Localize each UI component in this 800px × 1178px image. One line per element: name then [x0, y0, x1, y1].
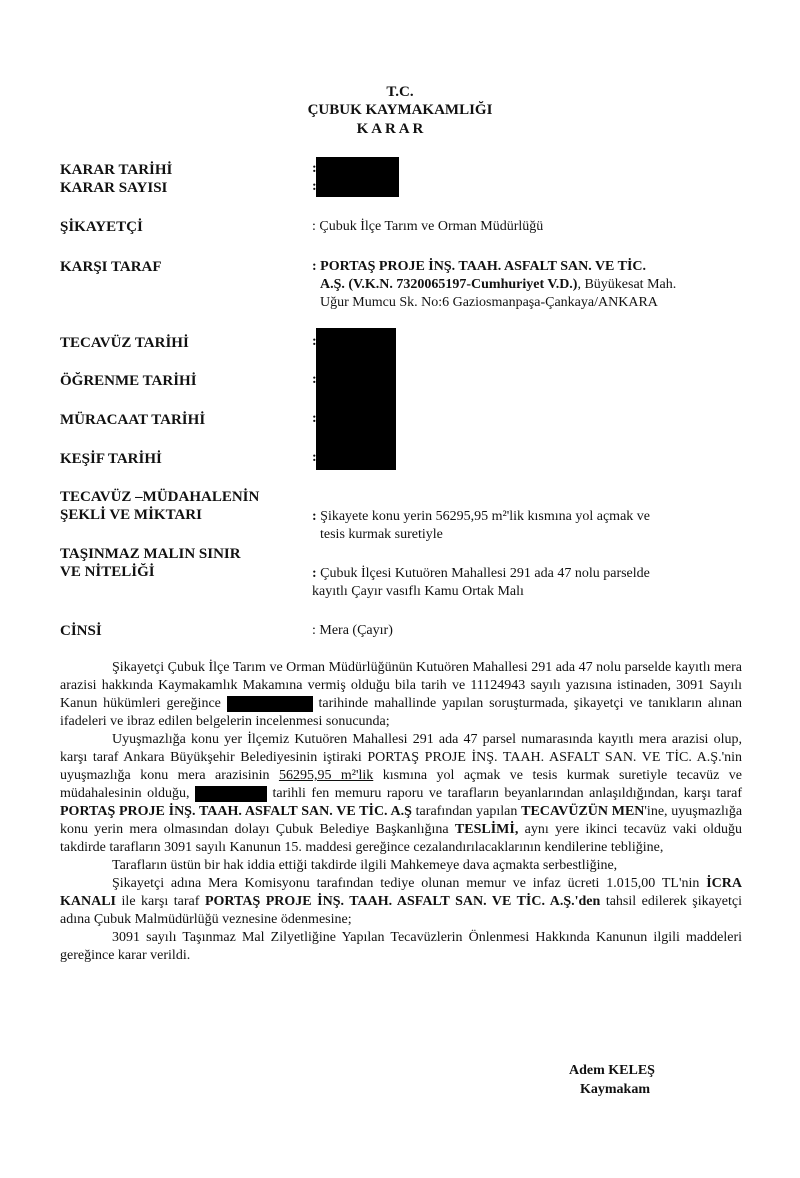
p2-company-bold: PORTAŞ PROJE İNŞ. TAAH. ASFALT SAN. VE TİC. A.Ş: [60, 804, 412, 819]
tasinmaz-label-1: TAŞINMAZ MALIN SINIR: [60, 546, 241, 562]
sekil-value-1: [312, 508, 650, 526]
sekil-label-2: ŞEKLİ VE MİKTARI: [60, 507, 202, 523]
cinsi-value: : Mera (Çayır): [312, 623, 393, 638]
redaction-karar: [316, 157, 399, 197]
redaction-inline-2: [195, 786, 267, 802]
p2-text-b: kısmına yol açmak ve tesis kurmak suretiyle tecavüz ve müdahalesinin olduğu,: [60, 768, 743, 801]
p2-text-f: aynı yere ikinci tecavüz vaki olduğu takdirde tarafların 3091 sayılı Kanunun 15. maddesi gereğince cezalandırılacaklarının kendilerine tebliğine,: [60, 822, 742, 855]
kesif-tarihi-label: KEŞİF TARİHİ: [60, 451, 162, 467]
karsi-taraf-label: KARŞI TARAF: [60, 259, 162, 275]
decision-body: [60, 659, 742, 965]
p1-text-b: tarihinde mahallinde yapılan soruşturmada, şikayetçi ve tanıkların alınan ifadeleri ve ibraz edilen belgelerin incelenmesi sonucunda;: [60, 696, 743, 729]
sekil-label-1: TECAVÜZ –MÜDAHALENİN: [60, 489, 260, 505]
paragraph-4: [60, 875, 742, 929]
p2-text-e: 'ine, uyuşmazlığa konu yerin mera olmasından dolayı Çubuk Belediye Başkanlığına: [60, 804, 743, 837]
signature-title: Kaymakam: [580, 1082, 650, 1097]
muracaat-tarihi-label: MÜRACAAT TARİHİ: [60, 412, 206, 428]
tecavuz-tarihi-label: TECAVÜZ TARİHİ: [60, 335, 189, 351]
tasinmaz-label-2: VE NİTELİĞİ: [60, 564, 155, 580]
cinsi-label: CİNSİ: [60, 623, 102, 639]
p4-icra-bold: İCRA KANALI: [60, 876, 743, 909]
p1-text-a: Şikayetçi Çubuk İlçe Tarım ve Orman Müdürlüğünün Kutuören Mahallesi 291 ada 47 nolu parselde kayıtlı mera arazisi hakkında Kaymakamlık Makamına vermiş olduğu bila tarih ve 11124943 sayılı yazısına istinaden, 3091 Sayılı Kanun hükümleri gereğince: [60, 660, 742, 711]
header-tc: T.C.: [386, 84, 414, 100]
p2-text-a: Uyuşmazlığa konu yer İlçemiz Kutuören Mahallesi 291 ada 47 parsel numarasında kayıtlı mera arazisi olup, karşı taraf Ankara Büyükşehir Belediyesinin iştiraki PORTAŞ PROJE İNŞ. TAAH. ASFALT SAN. VE TİC. A.Ş.'nin uyuşmazlığa konu mera arazisinin: [60, 732, 742, 783]
p4-text-a: Şikayetçi adına Mera Komisyonu tarafından tediye olunan memur ve infaz ücreti 1.015,00 TL'nin: [112, 876, 700, 891]
paragraph-5: 3091 sayılı Taşınmaz Mal Zilyetliğine Yapılan Tecavüzlerin Önlenmesi Hakkında Kanunun ilgili maddeleri gereğince karar verildi.: [60, 930, 742, 963]
paragraph-1: [60, 659, 742, 731]
sekil-value-text: Şikayete konu yerin 56295,95 m²'lik kısmına yol açmak ve: [320, 509, 650, 524]
tasinmaz-colon: :: [312, 566, 317, 581]
kesif-tarihi-colon: :: [312, 450, 317, 465]
sikayetci-label: ŞİKAYETÇİ: [60, 219, 143, 235]
karar-tarihi-label: KARAR TARİHİ: [60, 162, 173, 178]
p2-text-c: tarihli fen memuru raporu ve tarafların beyanlarından anlaşıldığından, karşı taraf: [272, 786, 743, 801]
p2-teslim-bold: TESLİMİ,: [454, 822, 519, 837]
signature-name: Adem KELEŞ: [569, 1063, 655, 1078]
karar-tarihi-colon: :: [312, 161, 317, 176]
tecavuz-tarihi-colon: :: [312, 334, 317, 349]
karsi-taraf-line2: [320, 276, 676, 294]
p2-men-bold: TECAVÜZÜN MEN: [521, 804, 645, 819]
redaction-inline-1: [227, 696, 313, 712]
karsi-taraf-line1: : PORTAŞ PROJE İNŞ. TAAH. ASFALT SAN. VE TİC.: [312, 259, 647, 274]
ogrenme-tarihi-colon: :: [312, 372, 317, 387]
karsi-taraf-address-start: , Büyükesat Mah.: [577, 277, 677, 292]
p4-text-c: tahsil edilerek şikayetçi adına Çubuk Malmüdürlüğü veznesine ödenmesine;: [60, 894, 743, 927]
tasinmaz-value-2: kayıtlı Çayır vasıflı Kamu Ortak Malı: [312, 584, 524, 599]
p2-underlined-area: 56295,95 m²'lik: [278, 768, 374, 783]
paragraph-3: Tarafların üstün bir hak iddia ettiği takdirde ilgili Mahkemeye dava açmakta serbestliğine,: [112, 858, 618, 873]
karsi-taraf-vkn: A.Ş. (V.K.N. 7320065197-Cumhuriyet V.D.): [320, 277, 578, 292]
sekil-value-2: tesis kurmak suretiyle: [320, 527, 443, 542]
karsi-taraf-line3: Uğur Mumcu Sk. No:6 Gaziosmanpaşa-Çankaya/ANKARA: [320, 295, 658, 310]
ogrenme-tarihi-label: ÖĞRENME TARİHİ: [60, 373, 197, 389]
paragraph-2: [60, 731, 742, 857]
header-authority: ÇUBUK KAYMAKAMLIĞI: [307, 102, 493, 118]
p4-text-b: ile karşı taraf: [121, 894, 200, 909]
p2-text-d: tarafından yapılan: [415, 804, 518, 819]
karar-sayisi-label: KARAR SAYISI: [60, 180, 168, 196]
karar-sayisi-colon: :: [312, 179, 317, 194]
muracaat-tarihi-colon: :: [312, 411, 317, 426]
redaction-dates: [316, 328, 396, 470]
sikayetci-value: : Çubuk İlçe Tarım ve Orman Müdürlüğü: [312, 219, 544, 234]
sekil-colon: :: [312, 509, 317, 524]
header-karar: K A R A R: [356, 121, 424, 137]
tasinmaz-value-1: [312, 565, 650, 583]
tasinmaz-value-text: Çubuk İlçesi Kutuören Mahallesi 291 ada 47 nolu parselde: [320, 566, 650, 581]
p4-company-bold: PORTAŞ PROJE İNŞ. TAAH. ASFALT SAN. VE TİC. A.Ş.'den: [204, 894, 601, 909]
